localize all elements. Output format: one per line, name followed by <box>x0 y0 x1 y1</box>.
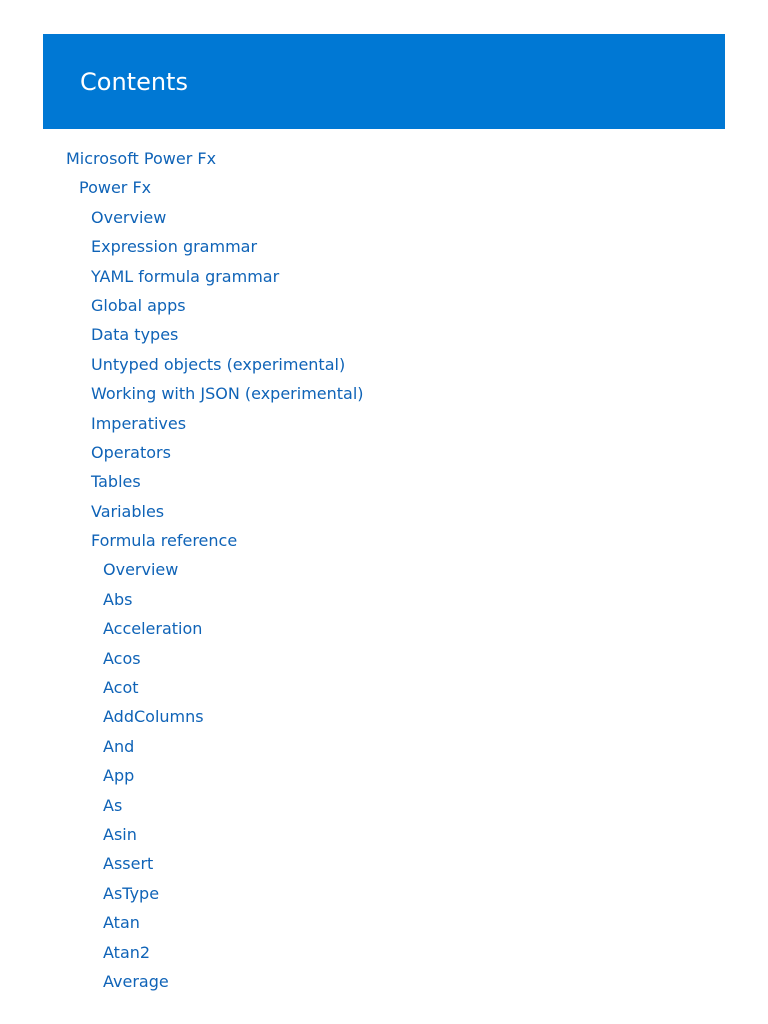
toc-link[interactable]: Acceleration <box>103 619 203 639</box>
toc-link[interactable]: Variables <box>91 501 165 521</box>
toc-link[interactable]: Abs <box>103 589 133 609</box>
toc-link[interactable]: Atan <box>103 913 140 933</box>
toc-link[interactable]: Global apps <box>91 295 186 315</box>
toc-link[interactable]: Operators <box>91 442 171 462</box>
toc-link[interactable]: Microsoft Power Fx <box>66 149 217 168</box>
toc-link[interactable]: Atan2 <box>103 942 151 962</box>
toc-link[interactable]: AsType <box>103 883 160 903</box>
toc-link[interactable]: As <box>103 795 123 815</box>
toc-link[interactable]: Power Fx <box>79 178 152 198</box>
page-title: Contents <box>80 68 188 96</box>
toc-link[interactable]: Working with JSON (experimental) <box>91 384 364 404</box>
table-of-contents <box>0 144 768 996</box>
toc-link[interactable]: And <box>103 736 135 756</box>
toc-link[interactable]: Untyped objects (experimental) <box>91 354 346 374</box>
toc-link[interactable]: Assert <box>103 854 154 874</box>
toc-link[interactable]: Data types <box>91 325 179 345</box>
toc-link[interactable]: AddColumns <box>103 707 204 727</box>
contents-header <box>43 34 725 129</box>
toc-link[interactable]: Overview <box>103 560 179 580</box>
toc-link[interactable]: Tables <box>91 472 141 492</box>
toc-link[interactable]: App <box>103 766 135 786</box>
toc-link[interactable]: Imperatives <box>91 413 187 433</box>
toc-link[interactable]: Expression grammar <box>91 237 258 257</box>
toc-link[interactable]: Average <box>103 971 169 991</box>
toc-link[interactable]: YAML formula grammar <box>91 266 280 286</box>
toc-link[interactable]: Acos <box>103 648 141 668</box>
toc-link[interactable]: Asin <box>103 824 137 844</box>
toc-link[interactable]: Overview <box>91 207 167 227</box>
toc-link[interactable]: Acot <box>103 678 139 698</box>
toc-link[interactable]: Formula reference <box>91 531 238 551</box>
